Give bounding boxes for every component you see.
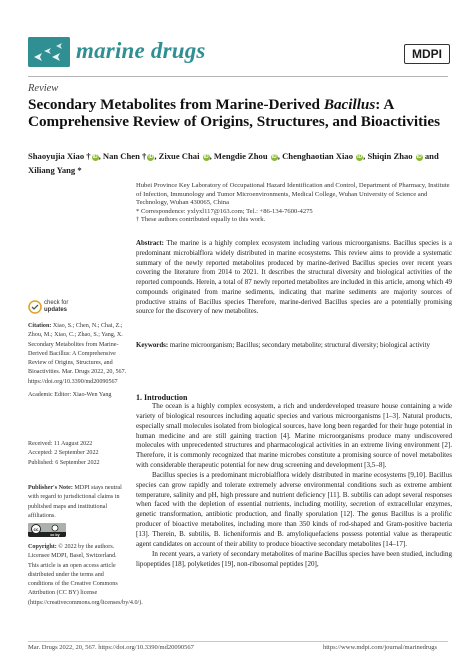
abstract-text: The marine is a highly complex ecosystem including various microorganisms. Bacillus species is a predominant microbialflora widely distributed in marine ecosystems. This review aims to provide a systematic summary of the newly reported metabolites produced by marine-derived Bacillus species over recent years covering the literature from 2014 to 2021. It describes the structural diversity and biological activities of the reported compounds. Herein, a total of 87 newly reported metabolites are included in this article, among which 49 compounds originated from marine sediments, indicating that marine sediments are majority sources of productive strains of Bacillus species Therefore, marine-derived Bacillus species are a potentially promising source for the discovery of new metabolites. bbox=[136, 240, 452, 316]
publisher-note bbox=[28, 484, 128, 521]
orcid-icon[interactable]: iD bbox=[357, 154, 363, 160]
citation-block bbox=[28, 322, 128, 400]
intro-paragraph-2: Bacillus species is a predominant microbialflora widely distributed in marine ecosystems [9,10]. Bacillus species can grow rapidly and tolerate extremely adverse environmental conditions such as extreme ambient temperature, salinity and pH, high pressure and nutrient deficiency [11]. B. subtilis can adopt several responses when faced with the depletion of essential nutrients, including motility, secretion of extracellular enzymes, genetic transformation, antibiotic production, and finally sporulation [12]. The genus Bacillus is a prolific producer of bioactive metabolites, including more than 350 kinds of rod-shaped and Gram-positive bacteria [13]. Therein, B. subtilis, B. licheniformis and B. amyloliquefaciens possess potential value as therapeutic agent candidates on account of their ability to produce bioactive secondary metabolites [14–17]. bbox=[136, 470, 452, 548]
keywords-text: marine microorganism; Bacillus; secondary metabolite; structural diversity; biological activity bbox=[168, 342, 430, 349]
journal-logo-icon bbox=[28, 37, 70, 67]
abstract-label: Abstract: bbox=[136, 240, 164, 247]
keywords bbox=[136, 341, 452, 351]
copyright-block bbox=[28, 543, 143, 608]
citation-text: Xiao, S.; Chen, N.; Chai, Z.; Zhou, M.; Xiao, C.; Zhao, S.; Yang, X. Secondary Metabolites from Marine-Derived Bacillus: A Comprehensive Review of Origins, Structures, and Bioactivities. Mar. Drugs 2022, 20, 567. https://doi.org/10.3390/md20090567 bbox=[28, 323, 127, 385]
equal-contribution-note: † These authors contributed equally to this work. bbox=[136, 216, 266, 224]
license-badge-text: cc by bbox=[50, 533, 60, 537]
cc-by-license-icon[interactable] bbox=[28, 523, 66, 537]
correspondence: * Correspondence: yxlyxl117@163.com; Tel.: +86-134-7600-4275 bbox=[136, 207, 313, 215]
author-2[interactable]: , Nan Chen † bbox=[98, 151, 147, 161]
citation-label: Citation: bbox=[28, 323, 52, 329]
author-4[interactable]: , Mengdie Zhou bbox=[209, 151, 270, 161]
footer-divider bbox=[28, 641, 448, 642]
keywords-label: Keywords: bbox=[136, 342, 169, 349]
author-7[interactable]: and Xiliang Yang * bbox=[28, 151, 439, 175]
section-heading-introduction: 1. Introduction bbox=[136, 393, 188, 402]
publisher-logo: MDPI bbox=[404, 44, 450, 64]
author-5[interactable]: , Chenghaotian Xiao bbox=[277, 151, 356, 161]
check-for-updates-icon bbox=[28, 300, 42, 314]
author-6[interactable]: , Shiqin Zhao bbox=[363, 151, 415, 161]
publisher-note-label: Publisher's Note: bbox=[28, 485, 73, 491]
orcid-icon[interactable]: iD bbox=[92, 154, 98, 160]
affiliation: Hubei Province Key Laboratory of Occupational Hazard Identification and Control, Department of Pharmacy, Institute of Infection, Immunology and Tumor Microenvironments, Medical College, Wuhan University of Science and Technology, Wuhan 430065, China bbox=[136, 182, 450, 207]
intro-paragraph-1: The ocean is a highly complex ecosystem, a rich and underdeveloped treasure house containing a wide variety of biological resources including aquatic species and various microorganisms [1–3]. Natural products, especially small molecules isolated from biological sources, have long been regarded for their huge potential in human medicine and are still gaining traction [4]. Marine microorganisms produce many undiscovered molecules with unprecedented structures and pharmacological activities in an extreme living environment [2]. Therefore, it is commonly recognized that marine microbes constitute a promising source of novel metabolites with considerable therapeutic potential for new drug screening and development [3,5–8]. bbox=[136, 402, 452, 470]
article-title bbox=[28, 96, 448, 130]
author-list bbox=[28, 150, 448, 177]
accepted-date: Accepted: 2 September 2022 bbox=[28, 450, 99, 457]
received-date: Received: 11 August 2022 bbox=[28, 441, 93, 447]
author-3[interactable]: , Zixue Chai bbox=[154, 151, 202, 161]
check-updates-line-2: updates bbox=[44, 306, 68, 313]
abstract bbox=[136, 239, 452, 317]
check-updates-line-1: check for bbox=[44, 300, 69, 306]
publisher-note-text: MDPI stays neutral with regard to jurisdictional claims in published maps and institutional affiliations. bbox=[28, 485, 122, 519]
copyright-text: © 2022 by the authors. Licensee MDPI, Basel, Switzerland. This article is an open access article distributed under the terms and conditions of the Creative Commons Attribution (CC BY) license (https://creativecommons.org/licenses/by/4.0/). bbox=[28, 544, 143, 606]
orcid-icon[interactable]: iD bbox=[203, 154, 209, 160]
intro-paragraph-3: In recent years, a variety of secondary metabolites of marine Bacillus species have been studied, including lipopeptides [18], polyketides [19], non-ribosomal peptides [20], bbox=[136, 549, 452, 568]
author-1[interactable]: Shaoyujia Xiao † bbox=[28, 151, 91, 161]
published-date: Published: 6 September 2022 bbox=[28, 459, 100, 466]
title-part-1: Secondary Metabolites from Marine-Derived bbox=[28, 96, 324, 113]
orcid-icon[interactable]: iD bbox=[148, 154, 154, 160]
journal-name: marine drugs bbox=[76, 38, 206, 63]
introduction-body bbox=[136, 402, 452, 569]
title-genus: Bacillus bbox=[323, 96, 376, 113]
orcid-icon[interactable]: iD bbox=[416, 154, 422, 160]
academic-editor: Academic Editor: Xiao-Wen Yang bbox=[28, 392, 112, 399]
footer-journal-link[interactable]: https://www.mdpi.com/journal/marinedrugs bbox=[323, 644, 438, 651]
orcid-icon[interactable]: iD bbox=[271, 154, 277, 160]
header-divider bbox=[28, 76, 448, 77]
svg-text:cc: cc bbox=[33, 526, 39, 532]
affiliation-block bbox=[136, 182, 452, 225]
title-part-2: : A Comprehensive Review of Origins, Structures, and Bioactivities bbox=[28, 96, 441, 130]
footer-citation: Mar. Drugs 2022, 20, 567. https://doi.org/10.3390/md20090567 bbox=[28, 644, 194, 651]
dates-block bbox=[28, 440, 128, 468]
copyright-label: Copyright: bbox=[28, 544, 57, 550]
check-for-updates-label bbox=[44, 300, 68, 313]
article-type: Review bbox=[28, 83, 59, 94]
